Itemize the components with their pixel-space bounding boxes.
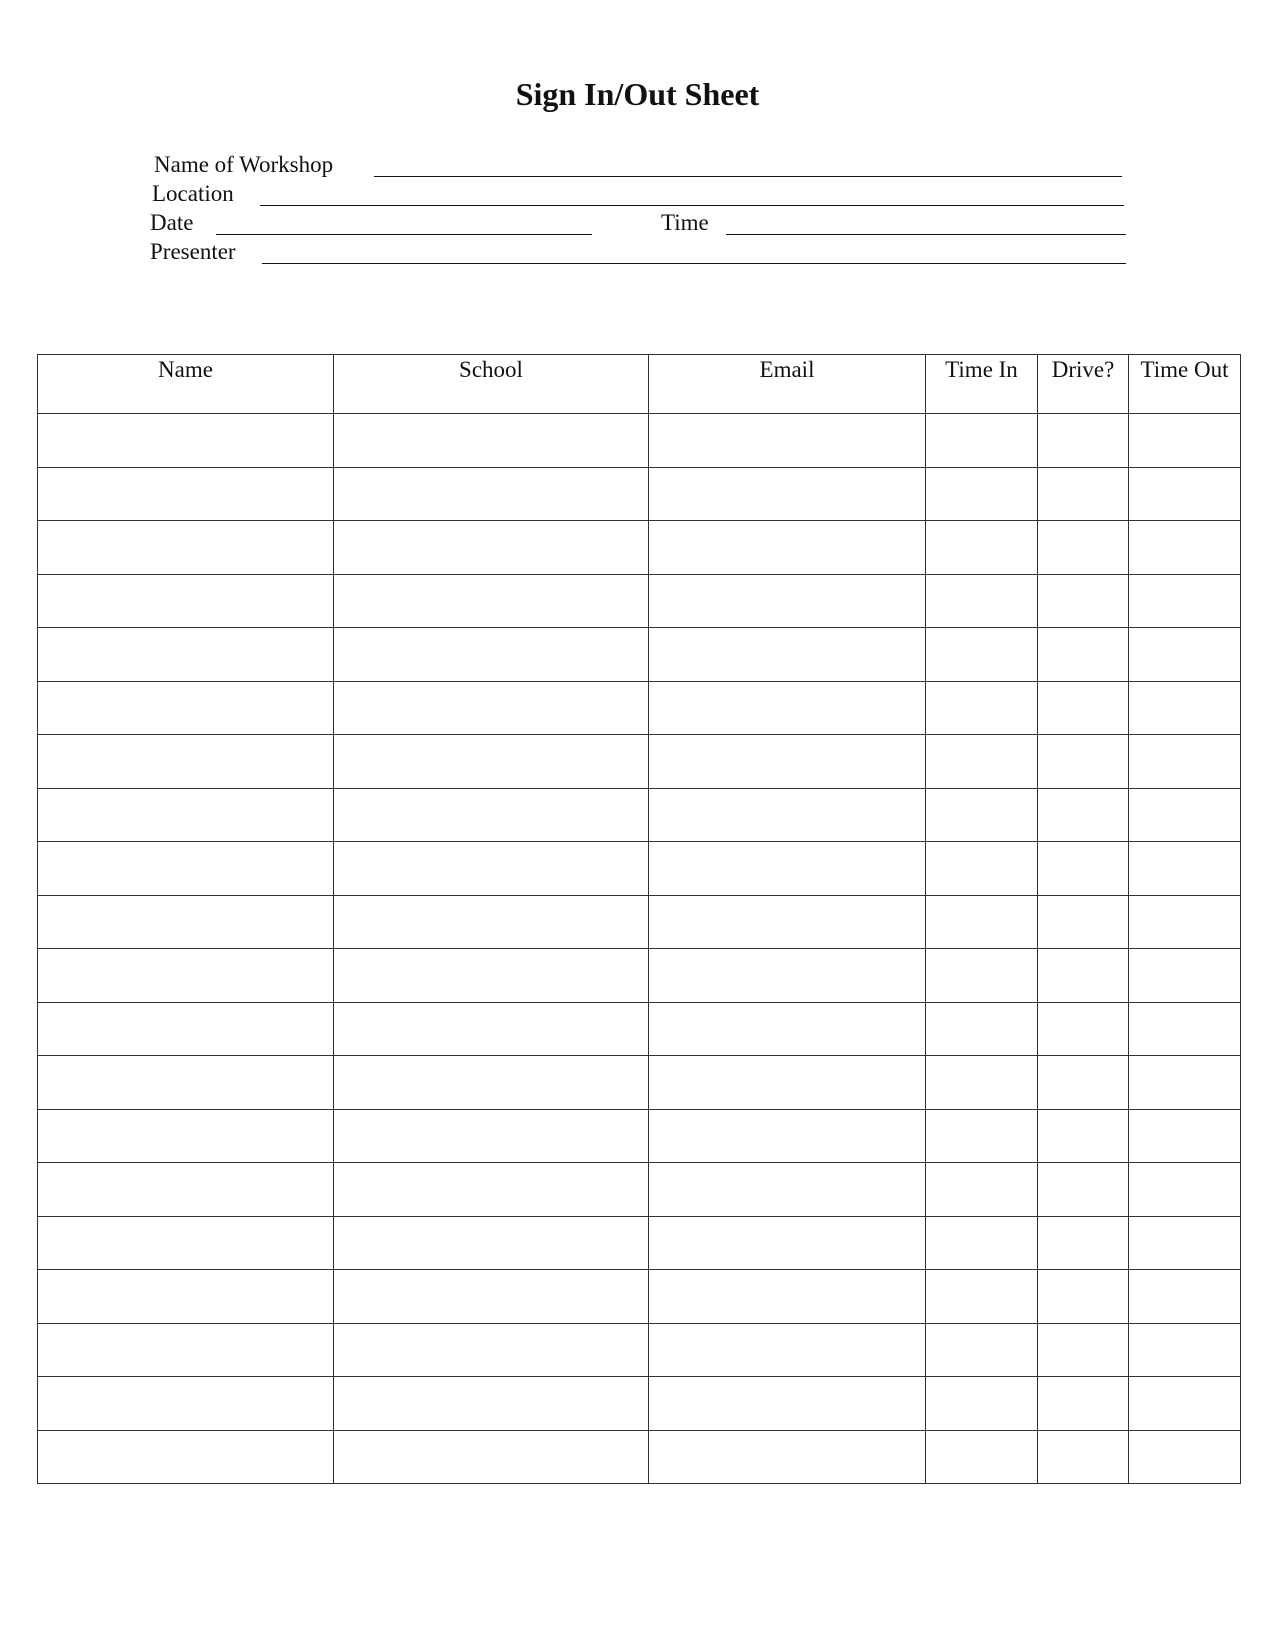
time-out-cell[interactable]: [1129, 1430, 1241, 1484]
drive-cell[interactable]: [1038, 521, 1129, 575]
school-cell[interactable]: [334, 949, 649, 1003]
column-header-time-out: Time Out: [1129, 355, 1241, 414]
time-in-cell[interactable]: [926, 1163, 1038, 1217]
table-row: [38, 628, 1241, 682]
time-out-cell[interactable]: [1129, 414, 1241, 468]
table-row: [38, 1323, 1241, 1377]
name-cell[interactable]: [38, 1270, 334, 1324]
name-cell[interactable]: [38, 1430, 334, 1484]
school-cell[interactable]: [334, 467, 649, 521]
table-row: [38, 414, 1241, 468]
date-time-field: [0, 209, 1275, 239]
drive-cell[interactable]: [1038, 949, 1129, 1003]
time-in-cell[interactable]: [926, 1216, 1038, 1270]
time-out-cell[interactable]: [1129, 1216, 1241, 1270]
email-cell[interactable]: [649, 521, 926, 575]
name-cell[interactable]: [38, 842, 334, 896]
presenter-label: Presenter: [150, 239, 236, 264]
table-row: [38, 574, 1241, 628]
email-cell[interactable]: [649, 1163, 926, 1217]
name-cell[interactable]: [38, 1323, 334, 1377]
school-cell[interactable]: [334, 1270, 649, 1324]
email-cell[interactable]: [649, 949, 926, 1003]
email-cell[interactable]: [649, 1270, 926, 1324]
time-out-cell[interactable]: [1129, 1056, 1241, 1110]
email-cell[interactable]: [649, 735, 926, 789]
name-cell[interactable]: [38, 1109, 334, 1163]
name-cell[interactable]: [38, 628, 334, 682]
time-in-cell[interactable]: [926, 788, 1038, 842]
time-in-cell[interactable]: [926, 1323, 1038, 1377]
drive-cell[interactable]: [1038, 628, 1129, 682]
drive-cell[interactable]: [1038, 895, 1129, 949]
table-row: [38, 681, 1241, 735]
table-header-row: [38, 355, 1241, 414]
presenter-input-line[interactable]: [262, 263, 1126, 264]
email-cell[interactable]: [649, 467, 926, 521]
email-cell[interactable]: [649, 1056, 926, 1110]
drive-cell[interactable]: [1038, 842, 1129, 896]
table-row: [38, 1002, 1241, 1056]
time-out-cell[interactable]: [1129, 949, 1241, 1003]
workshop-field: [0, 151, 1275, 181]
school-cell[interactable]: [334, 842, 649, 896]
time-out-cell[interactable]: [1129, 735, 1241, 789]
drive-cell[interactable]: [1038, 1323, 1129, 1377]
time-out-cell[interactable]: [1129, 681, 1241, 735]
name-cell[interactable]: [38, 521, 334, 575]
table-row: [38, 1270, 1241, 1324]
time-in-cell[interactable]: [926, 895, 1038, 949]
school-cell[interactable]: [334, 1002, 649, 1056]
table-body: [38, 414, 1241, 1484]
time-out-cell[interactable]: [1129, 467, 1241, 521]
time-in-cell[interactable]: [926, 467, 1038, 521]
name-cell[interactable]: [38, 1216, 334, 1270]
time-out-cell[interactable]: [1129, 895, 1241, 949]
name-cell[interactable]: [38, 895, 334, 949]
name-cell[interactable]: [38, 1002, 334, 1056]
table-row: [38, 1163, 1241, 1217]
drive-cell[interactable]: [1038, 1270, 1129, 1324]
time-in-cell[interactable]: [926, 949, 1038, 1003]
drive-cell[interactable]: [1038, 681, 1129, 735]
email-cell[interactable]: [649, 1323, 926, 1377]
time-in-cell[interactable]: [926, 1109, 1038, 1163]
name-cell[interactable]: [38, 467, 334, 521]
school-cell[interactable]: [334, 521, 649, 575]
time-out-cell[interactable]: [1129, 1377, 1241, 1431]
column-header-time-in: Time In: [926, 355, 1038, 414]
drive-cell[interactable]: [1038, 467, 1129, 521]
email-cell[interactable]: [649, 574, 926, 628]
date-label: Date: [150, 210, 194, 235]
presenter-field: [0, 238, 1275, 268]
school-cell[interactable]: [334, 681, 649, 735]
time-label: Time: [661, 210, 709, 235]
email-cell[interactable]: [649, 681, 926, 735]
email-cell[interactable]: [649, 842, 926, 896]
time-in-cell[interactable]: [926, 681, 1038, 735]
email-cell[interactable]: [649, 628, 926, 682]
drive-cell[interactable]: [1038, 574, 1129, 628]
location-field: [0, 180, 1275, 210]
name-cell[interactable]: [38, 735, 334, 789]
location-label: Location: [152, 181, 234, 206]
time-out-cell[interactable]: [1129, 1109, 1241, 1163]
drive-cell[interactable]: [1038, 1056, 1129, 1110]
time-in-cell[interactable]: [926, 1270, 1038, 1324]
school-cell[interactable]: [334, 1323, 649, 1377]
drive-cell[interactable]: [1038, 1002, 1129, 1056]
name-cell[interactable]: [38, 1056, 334, 1110]
name-cell[interactable]: [38, 574, 334, 628]
table-row: [38, 1430, 1241, 1484]
time-out-cell[interactable]: [1129, 788, 1241, 842]
name-cell[interactable]: [38, 788, 334, 842]
time-out-cell[interactable]: [1129, 574, 1241, 628]
school-cell[interactable]: [334, 735, 649, 789]
email-cell[interactable]: [649, 1377, 926, 1431]
school-cell[interactable]: [334, 788, 649, 842]
column-header-email: Email: [649, 355, 926, 414]
school-cell[interactable]: [334, 1109, 649, 1163]
email-cell[interactable]: [649, 414, 926, 468]
name-cell[interactable]: [38, 681, 334, 735]
school-cell[interactable]: [334, 1430, 649, 1484]
table-row: [38, 1056, 1241, 1110]
school-cell[interactable]: [334, 1163, 649, 1217]
table-row: [38, 1109, 1241, 1163]
time-in-cell[interactable]: [926, 1377, 1038, 1431]
page-title: Sign In/Out Sheet: [515, 76, 760, 112]
name-cell[interactable]: [38, 949, 334, 1003]
table-row: [38, 521, 1241, 575]
drive-cell[interactable]: [1038, 788, 1129, 842]
table-row: [38, 1377, 1241, 1431]
name-cell[interactable]: [38, 1163, 334, 1217]
column-header-name: Name: [38, 355, 334, 414]
school-cell[interactable]: [334, 895, 649, 949]
name-cell[interactable]: [38, 414, 334, 468]
workshop-label: Name of Workshop: [154, 152, 334, 177]
table-row: [38, 895, 1241, 949]
time-input-line[interactable]: [726, 234, 1126, 235]
time-out-cell[interactable]: [1129, 1323, 1241, 1377]
column-header-drive: Drive?: [1038, 355, 1129, 414]
time-out-cell[interactable]: [1129, 1002, 1241, 1056]
drive-cell[interactable]: [1038, 1163, 1129, 1217]
sign-in-table: [37, 354, 1241, 1484]
time-out-cell[interactable]: [1129, 521, 1241, 575]
time-in-cell[interactable]: [926, 735, 1038, 789]
school-cell[interactable]: [334, 1377, 649, 1431]
time-in-cell[interactable]: [926, 1056, 1038, 1110]
time-in-cell[interactable]: [926, 1430, 1038, 1484]
email-cell[interactable]: [649, 1216, 926, 1270]
email-cell[interactable]: [649, 1109, 926, 1163]
date-input-line[interactable]: [216, 234, 592, 235]
drive-cell[interactable]: [1038, 1377, 1129, 1431]
workshop-input-line[interactable]: [374, 176, 1122, 177]
time-out-cell[interactable]: [1129, 1163, 1241, 1217]
drive-cell[interactable]: [1038, 1430, 1129, 1484]
table-row: [38, 1216, 1241, 1270]
drive-cell[interactable]: [1038, 735, 1129, 789]
school-cell[interactable]: [334, 628, 649, 682]
time-in-cell[interactable]: [926, 628, 1038, 682]
time-in-cell[interactable]: [926, 521, 1038, 575]
table-row: [38, 788, 1241, 842]
column-header-school: School: [334, 355, 649, 414]
time-in-cell[interactable]: [926, 414, 1038, 468]
time-in-cell[interactable]: [926, 574, 1038, 628]
school-cell[interactable]: [334, 414, 649, 468]
time-in-cell[interactable]: [926, 1002, 1038, 1056]
email-cell[interactable]: [649, 895, 926, 949]
time-in-cell[interactable]: [926, 842, 1038, 896]
school-cell[interactable]: [334, 1216, 649, 1270]
email-cell[interactable]: [649, 788, 926, 842]
email-cell[interactable]: [649, 1430, 926, 1484]
time-out-cell[interactable]: [1129, 842, 1241, 896]
name-cell[interactable]: [38, 1377, 334, 1431]
drive-cell[interactable]: [1038, 1109, 1129, 1163]
email-cell[interactable]: [649, 1002, 926, 1056]
table-row: [38, 842, 1241, 896]
drive-cell[interactable]: [1038, 1216, 1129, 1270]
table-row: [38, 735, 1241, 789]
time-out-cell[interactable]: [1129, 628, 1241, 682]
school-cell[interactable]: [334, 1056, 649, 1110]
location-input-line[interactable]: [260, 205, 1124, 206]
school-cell[interactable]: [334, 574, 649, 628]
drive-cell[interactable]: [1038, 414, 1129, 468]
time-out-cell[interactable]: [1129, 1270, 1241, 1324]
table-row: [38, 949, 1241, 1003]
table-row: [38, 467, 1241, 521]
